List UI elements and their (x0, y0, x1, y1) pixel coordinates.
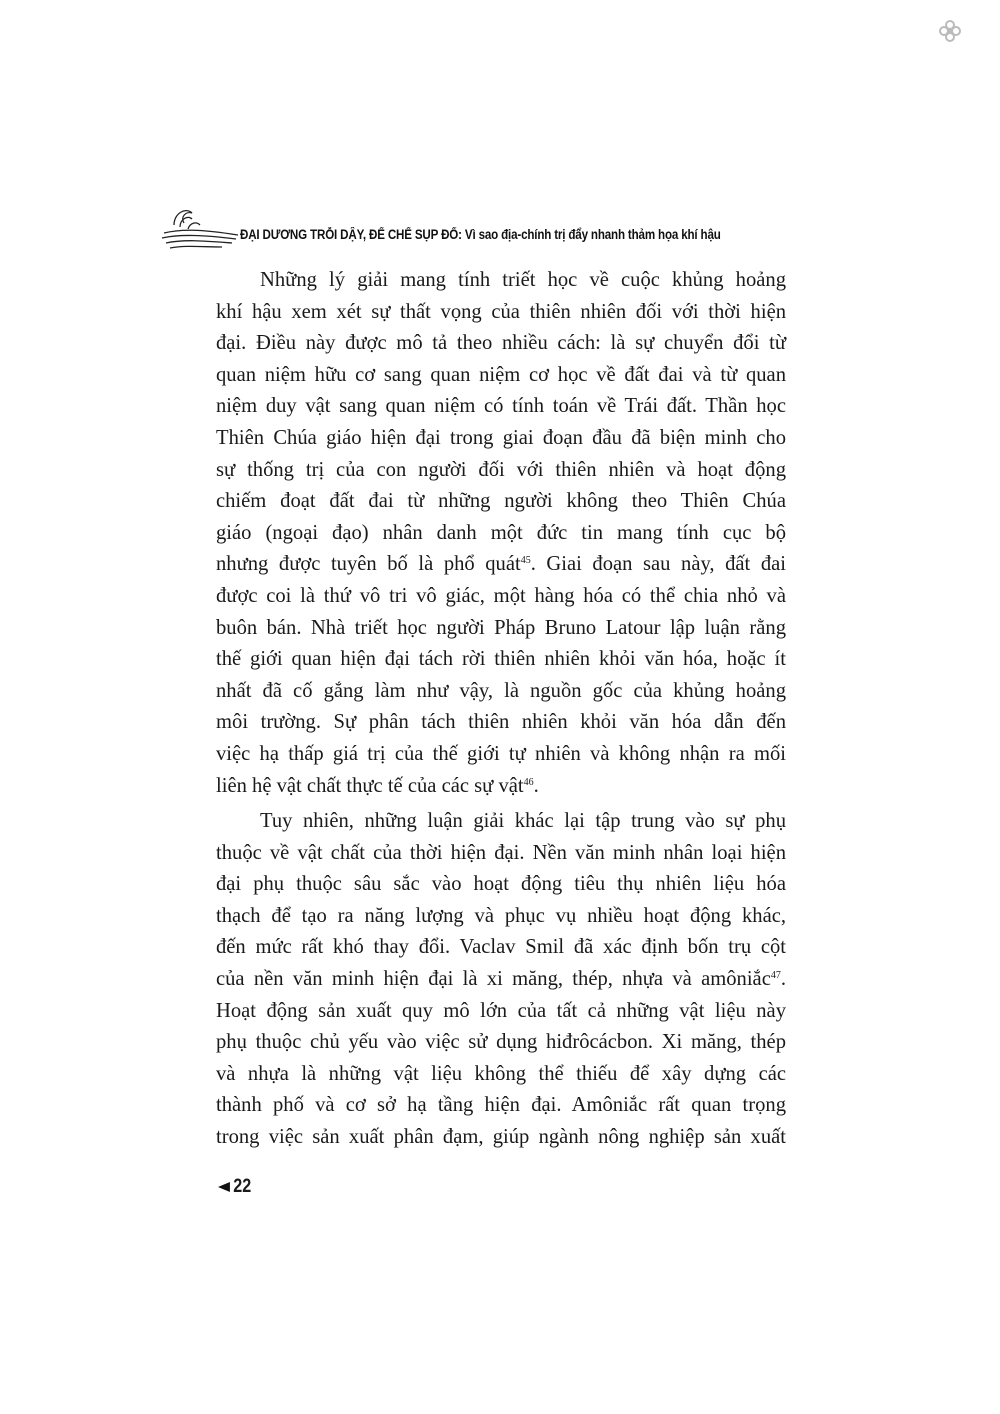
text-line (216, 1122, 786, 1154)
text-line (216, 676, 786, 708)
line-text: buôn bán. Nhà triết học người Pháp Bruno Latour lập luận rằng (216, 616, 786, 639)
line-text: thuộc về vật chất của thời hiện đại. Nền văn minh nhân loại hiện (216, 841, 786, 864)
text-line (216, 486, 786, 518)
text-line (216, 297, 786, 329)
line-text: thạch để tạo ra năng lượng và phục vụ nhiều hoạt động khác, (216, 904, 786, 927)
text-line (216, 360, 786, 392)
text-line (216, 932, 786, 964)
text-line (216, 518, 786, 550)
line-text: đại phụ thuộc sâu sắc vào hoạt động tiêu thụ nhiên liệu hóa (216, 873, 786, 896)
line-text: và nhựa là những vật liệu không thể thiếu để xây dựng các (216, 1062, 786, 1085)
line-text: việc hạ thấp giá trị của thế giới tự nhiên và không nhận ra mối (216, 742, 786, 765)
line-text: phụ thuộc chủ yếu vào việc sử dụng hiđrôcácbon. Xi măng, thép (216, 1031, 786, 1054)
text-line (216, 707, 786, 739)
paragraph (216, 265, 786, 802)
line-text: niệm duy vật sang quan niệm có tính toán về Trái đất. Thần học (216, 395, 786, 418)
line-text: của nền văn minh hiện đại là xi măng, thép, nhựa và amôniắc (216, 968, 771, 991)
line-text: trong việc sản xuất phân đạm, giúp ngành nông nghiệp sản xuất (216, 1126, 786, 1149)
line-text: Thiên Chúa giáo hiện đại trong giai đoạn đầu đã biện minh cho (216, 426, 786, 449)
text-line (216, 838, 786, 870)
text-line (216, 644, 786, 676)
text-line (216, 328, 786, 360)
text-line (216, 391, 786, 423)
body-text (216, 265, 786, 1154)
footnote-ref: 47 (770, 970, 781, 982)
line-text: thế giới quan hiện đại tách rời thiên nhiên khỏi văn hóa, hoặc ít (216, 648, 786, 671)
header-subtitle: Vì sao địa-chính trị đẩy nhanh thảm họa khí hậu (461, 227, 721, 242)
text-line (216, 455, 786, 487)
page-number (218, 1176, 251, 1198)
header-title-main: ĐẠI DƯƠNG TRỖI DẬY, ĐẾ CHẾ SỤP ĐỔ: (240, 227, 462, 242)
line-text: đến mức rất khó thay đổi. Vaclav Smil đã xác định bốn trụ cột (216, 936, 786, 959)
line-text: nhất đã cố gắng làm như vậy, là nguồn gốc của khủng hoảng (216, 679, 786, 702)
line-text: Hoạt động sản xuất quy mô lớn của tất cả những vật liệu này (216, 999, 786, 1022)
line-text: thành phố và cơ sở hạ tầng hiện đại. Amôniắc rất quan trọng (216, 1094, 786, 1117)
line-text: giáo (ngoại đạo) nhân danh một đức tin mang tính cục bộ (216, 521, 786, 544)
line-text: Tuy nhiên, những luận giải khác lại tập trung vào sự phụ (260, 810, 786, 833)
text-line (216, 996, 786, 1028)
header-title (240, 227, 721, 242)
line-text: đại. Điều này được mô tả theo nhiều cách: là sự chuyển đổi từ (216, 332, 786, 355)
line-text: . (780, 968, 786, 991)
text-line (216, 1027, 786, 1059)
text-line (216, 549, 786, 581)
text-line (216, 806, 786, 838)
line-text: liên hệ vật chất thực tế của các sự vật (216, 774, 524, 797)
line-text: Những lý giải mang tính triết học về cuộc khủng hoảng (260, 269, 786, 291)
footnote-ref: 46 (523, 776, 534, 788)
left-pointer-icon (218, 1182, 230, 1192)
line-text: sự thống trị của con người đối với thiên nhiên và hoạt động (216, 458, 786, 481)
waves-icon (160, 205, 240, 255)
text-line (216, 739, 786, 771)
running-header (160, 205, 760, 255)
text-line (216, 613, 786, 645)
line-text: môi trường. Sự phân tách thiên nhiên khỏi văn hóa dẫn đến (216, 711, 786, 734)
line-text: nhưng được tuyên bố là phổ quát (216, 553, 521, 576)
text-line (216, 771, 786, 803)
text-line (216, 901, 786, 933)
line-text: khí hậu xem xét sự thất vọng của thiên nhiên đối với thời hiện (216, 300, 786, 323)
line-text: được coi là thứ vô tri vô giác, một hàng hóa có thể chia nhỏ và (216, 584, 786, 607)
line-text: quan niệm hữu cơ sang quan niệm cơ học về đất đai và từ quan (216, 363, 786, 386)
page-number-text: 22 (233, 1176, 252, 1197)
paragraph (216, 806, 786, 1154)
text-line (216, 869, 786, 901)
line-text: . Giai đoạn sau này, đất đai (530, 553, 786, 576)
text-line (216, 1059, 786, 1091)
text-line (216, 581, 786, 613)
text-line (216, 964, 786, 996)
flower-ornament-icon (937, 18, 963, 44)
text-line (216, 265, 786, 297)
line-text: . (533, 774, 539, 797)
line-text: chiếm đoạt đất đai từ những người không theo Thiên Chúa (216, 490, 786, 513)
text-line (216, 423, 786, 455)
footnote-ref: 45 (520, 555, 531, 567)
text-line (216, 1090, 786, 1122)
